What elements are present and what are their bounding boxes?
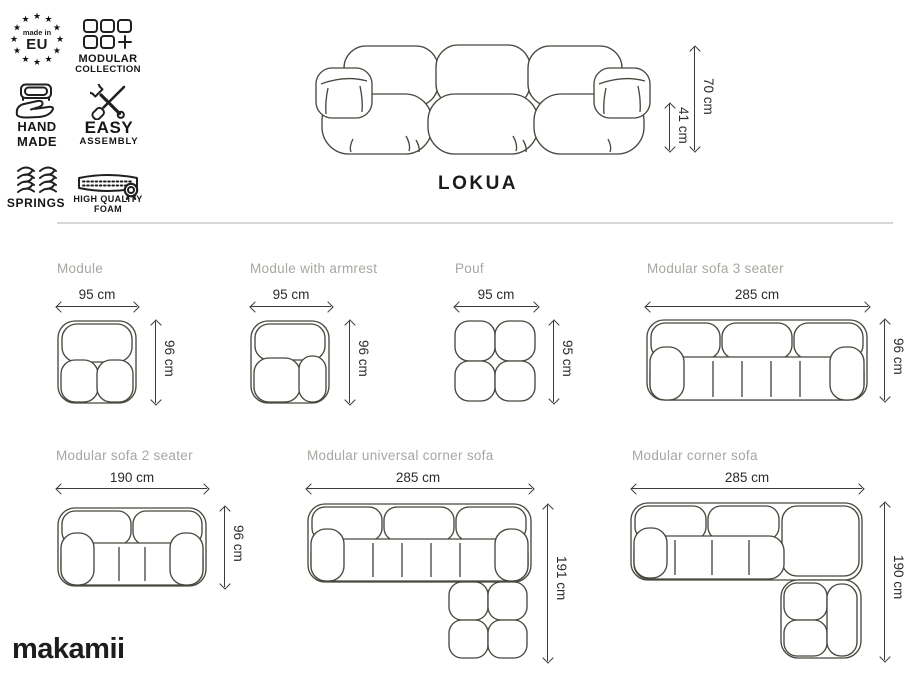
module-armrest-height-label: 96 cm <box>356 340 371 377</box>
sofa2-width-arrow <box>57 488 207 489</box>
diagram-title-module-armrest: Module with armrest <box>250 261 378 276</box>
eu-label: EU <box>26 36 48 53</box>
diagram-title-sofa2: Modular sofa 2 seater <box>56 448 193 463</box>
universal-corner-width-label: 285 cm <box>395 470 441 485</box>
universal-corner-height-label: 191 cm <box>554 556 569 601</box>
sofa3-height-label: 96 cm <box>891 338 906 375</box>
overall-height-dim-arrow <box>694 47 695 150</box>
sofa2-top-view-drawing <box>57 507 207 587</box>
section-divider <box>57 222 893 224</box>
made-in-eu-badge: ★ ★ ★ ★ ★ ★ ★ ★ ★ ★ ★ ★ made in EU <box>9 11 65 67</box>
springs-icon <box>16 164 58 195</box>
corner-width-label: 285 cm <box>724 470 770 485</box>
module-armrest-height-arrow <box>349 321 350 403</box>
diagram-title-corner: Modular corner sofa <box>632 448 758 463</box>
seat-height-dim-label: 41 cm <box>676 107 691 144</box>
sofa3-width-arrow <box>646 306 868 307</box>
module-height-label: 96 cm <box>162 340 177 377</box>
module-width-label: 95 cm <box>78 287 116 302</box>
hand-made-label: HAND MADE <box>17 119 57 149</box>
module-top-view-drawing <box>57 320 137 404</box>
pouf-width-arrow <box>455 306 537 307</box>
module-armrest-top-view-drawing <box>250 320 330 404</box>
pouf-width-label: 95 cm <box>477 287 515 302</box>
module-armrest-width-label: 95 cm <box>272 287 310 302</box>
sofa-front-view-drawing <box>308 44 658 156</box>
universal-corner-top-view-drawing <box>307 503 533 661</box>
diagram-title-universal-corner: Modular universal corner sofa <box>307 448 494 463</box>
sofa3-width-label: 285 cm <box>734 287 780 302</box>
pouf-height-label: 95 cm <box>560 340 575 377</box>
pouf-top-view-drawing <box>454 320 536 402</box>
universal-corner-height-arrow <box>547 505 548 661</box>
springs-label: SPRINGS <box>6 196 66 210</box>
pouf-height-arrow <box>553 321 554 402</box>
hand-made-icon <box>13 83 59 119</box>
sofa2-height-label: 96 cm <box>231 525 246 562</box>
diagram-title-pouf: Pouf <box>455 261 484 276</box>
easy-assembly-label: EASY ASSEMBLY <box>79 118 139 148</box>
module-width-arrow <box>57 306 137 307</box>
corner-height-arrow <box>884 503 885 660</box>
sofa2-height-arrow <box>224 507 225 587</box>
module-height-arrow <box>155 321 156 403</box>
universal-corner-width-arrow <box>307 488 532 489</box>
module-armrest-width-arrow <box>251 306 331 307</box>
corner-top-view-drawing <box>630 502 864 660</box>
easy-assembly-icon <box>90 84 127 120</box>
modular-collection-icon <box>83 19 135 50</box>
corner-width-arrow <box>632 488 862 489</box>
overall-height-dim-label: 70 cm <box>701 78 716 115</box>
diagram-title-sofa3: Modular sofa 3 seater <box>647 261 784 276</box>
sofa3-top-view-drawing <box>646 319 868 401</box>
brand-logo: makamii <box>12 633 125 665</box>
made-in-label: made in <box>22 28 52 37</box>
sofa2-width-label: 190 cm <box>109 470 155 485</box>
sofa3-height-arrow <box>884 320 885 400</box>
corner-height-label: 190 cm <box>891 555 906 600</box>
high-quality-foam-label: HIGH QUALITY FOAM <box>73 194 143 215</box>
seat-height-dim-arrow <box>669 104 670 150</box>
product-name: LOKUA <box>437 173 519 194</box>
diagram-title-module: Module <box>57 261 104 276</box>
modular-collection-label: MODULAR COLLECTION <box>75 53 141 76</box>
